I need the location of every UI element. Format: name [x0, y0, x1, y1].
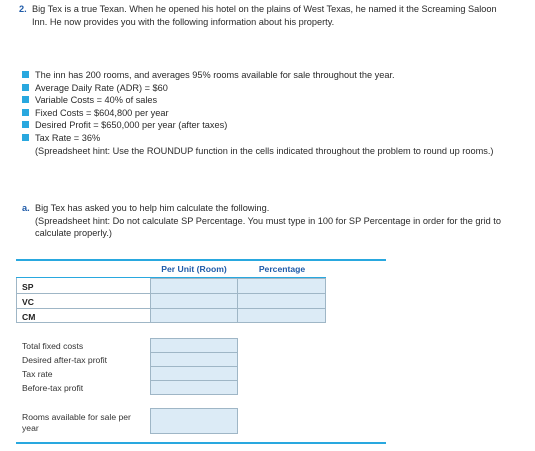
grid-line: [16, 293, 150, 294]
total-fixed-costs-input[interactable]: [150, 338, 238, 353]
bullet-square-icon: [22, 84, 29, 91]
divider-top: [16, 259, 386, 261]
before-tax-profit-input[interactable]: [150, 380, 238, 395]
label-rooms-available: Rooms available for sale per year: [22, 412, 131, 433]
label-total-fixed-costs: Total fixed costs: [22, 341, 84, 351]
vc-per-unit-cell[interactable]: [150, 293, 238, 309]
list-item: Variable Costs = 40% of sales: [22, 94, 502, 107]
given-information-list: [22, 69, 502, 157]
problem-text: Big Tex is a true Texan. When he opened his hotel on the plains of West Texas, he named it the Screaming Saloon Inn. He now provides you with the following information about his property.: [32, 4, 497, 27]
problem-statement: [19, 3, 502, 28]
bullet-square-icon: [22, 109, 29, 116]
spreadsheet-hint: (Spreadsheet hint: Use the ROUNDUP function in the cells indicated throughout the problem to round up rooms.): [35, 145, 494, 156]
bullet-square-icon: [22, 96, 29, 103]
label-tax-rate: Tax rate: [22, 369, 53, 379]
divider-bottom: [16, 442, 386, 444]
list-item: Fixed Costs = $604,800 per year: [22, 107, 502, 120]
tax-rate-input[interactable]: [150, 366, 238, 381]
part-a-label: a.: [22, 203, 30, 213]
list-item: The inn has 200 rooms, and averages 95% rooms available for sale throughout the year.: [22, 69, 502, 82]
rooms-available-input[interactable]: [150, 408, 238, 434]
sp-per-unit-cell[interactable]: [150, 278, 238, 294]
label-desired-after-tax-profit: Desired after-tax profit: [22, 355, 108, 365]
grid-line: [16, 308, 150, 309]
cm-per-unit-cell[interactable]: [150, 308, 238, 323]
cm-percentage-cell[interactable]: [237, 308, 326, 323]
bullet-square-icon: [22, 134, 29, 141]
bullet-square-icon: [22, 71, 29, 78]
problem-number: 2.: [19, 4, 27, 14]
row-label-cm: CM: [22, 312, 36, 322]
label-before-tax-profit: Before-tax profit: [22, 383, 84, 393]
row-label-vc: VC: [22, 297, 34, 307]
sp-percentage-cell[interactable]: [237, 278, 326, 294]
part-a-hint: (Spreadsheet hint: Do not calculate SP Percentage. You must type in 100 for SP Percentage in order for the grid to calculate properly.): [35, 215, 501, 239]
list-item: Tax Rate = 36% (Spreadsheet hint: Use the ROUNDUP function in the cells indicated throughout the problem to round up rooms.): [22, 132, 502, 157]
bullet-square-icon: [22, 121, 29, 128]
part-a-text: Big Tex has asked you to help him calculate the following.: [35, 203, 270, 213]
vc-percentage-cell[interactable]: [237, 293, 326, 309]
part-a: [22, 202, 502, 240]
header-per-unit: Per Unit (Room): [161, 264, 227, 274]
desired-after-tax-profit-input[interactable]: [150, 352, 238, 367]
header-percentage: Percentage: [258, 264, 306, 274]
list-item: Average Daily Rate (ADR) = $60: [22, 82, 502, 95]
row-label-sp: SP: [22, 282, 34, 292]
list-item: Desired Profit = $650,000 per year (after taxes): [22, 119, 502, 132]
